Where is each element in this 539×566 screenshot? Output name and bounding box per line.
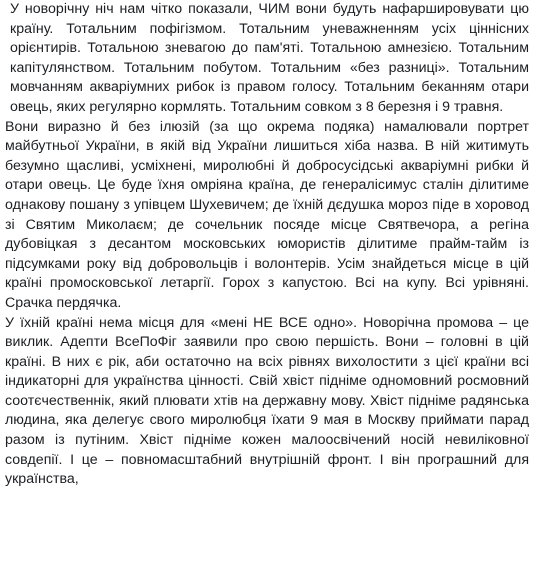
post-paragraph-1: У новорічну ніч нам чітко показали, ЧИМ вони будуть нафаршировувати цю країну. Тотальним пофігізмом. Тотальним уневажненням усіх ціннісних орієнтирів. Тотальною зневагою до пам'яті. Тотальною амнезією. Тотальним капітулянством. Тотальним побутом. Тотальним «без разниці». Тотальним мовчанням акваріумних рибок із правом голосу. Тотальним беканням отари овець, яких регулярно кормлять. Тотальним совком з 8 березня і 9 травня. — [10, 1, 529, 115]
post-paragraph-3: У їхній країні нема місця для «мені НЕ ВСЕ одно». Новорічна промова – це виклик. Адепти ВсеПоФіг заявили про свою першість. Вони – головні в цій країні. В них є рік, аби остаточно на всіх рівнях вихолостити з цієї країни всі індикаторні для українства цінності. Свій хвіст підніме одномовний росмовний соотєчественнік, який плювати хтів на державну мову. Хвіст підніме радянська людина, яка делегує свого миролюбця їхати 9 мая в Москву приймати парад разом із путіним. Хвіст підніме кожен малоосвічений носій невиліковної совдепії. І це – повномасштабний внутрішній фронт. І він програшний для українства, — [5, 314, 529, 488]
post-paragraph-2: Вони виразно й без ілюзій (за що окрема подяка) намалювали портрет майбутньої України, в якій від України лишиться хіба назва. В ній житимуть безумно щасливі, усміхнені, миролюбні й добросусідські акваріумні рибки й отари овець. Це буде їхня омріяна країна, де генералісимус сталін ділитиме однакову пошану з упівцем Шухевичем; де їхній дєдушка мороз піде в хоровод зі Святим Миколаєм; де сочельник посяде місце Святвечора, а регіна дубовіцкая з десантом московських юмористів ділитиме прайм-тайм із підсумками року від добровольців і волонтерів. Усім знайдеться місце в цій країні промосковської летаргії. Горох з капустою. Всі на купу. Всі урівняні. Срачка пердячка. — [5, 118, 529, 311]
